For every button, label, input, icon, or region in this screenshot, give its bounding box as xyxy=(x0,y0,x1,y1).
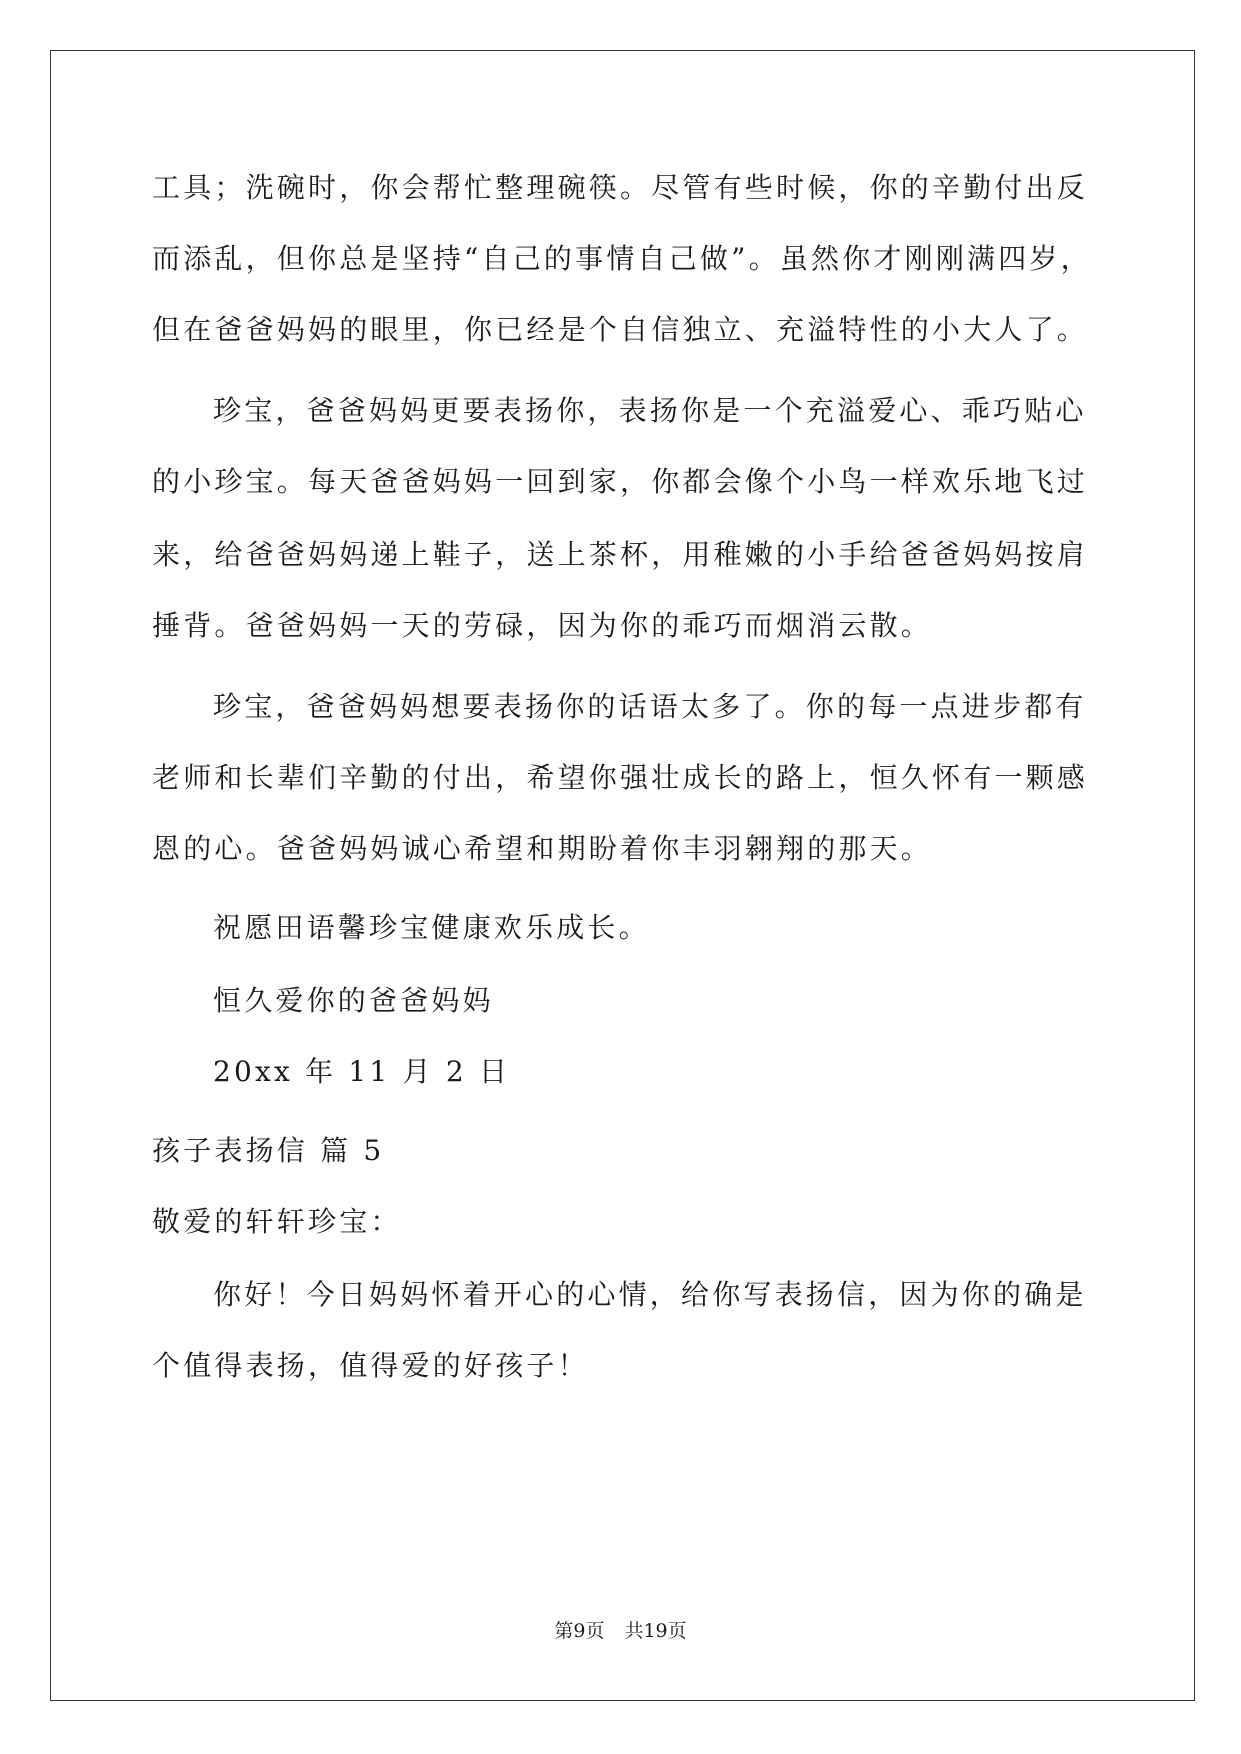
paragraph-start-line: 你好！今日妈妈怀着开心的心情，给你写表扬信，因为你的确是 xyxy=(213,1278,1087,1311)
page-border xyxy=(50,50,1195,1701)
text-line: 工具；洗碗时，你会帮忙整理碗筷。尽管有些时候，你的辛勤付出反 xyxy=(152,171,1089,204)
text-line: 个值得表扬，值得爱的好孩子！ xyxy=(152,1349,589,1382)
current-page-number: 第9页 xyxy=(554,1620,605,1642)
page-footer xyxy=(0,1619,1241,1643)
text-line: 捶背。爸爸妈妈一天的劳碌，因为你的乖巧而烟消云散。 xyxy=(152,609,933,642)
text-line: 恩的心。爸爸妈妈诚心希望和期盼着你丰羽翱翔的那天。 xyxy=(152,832,933,865)
text-line: 的小珍宝。每天爸爸妈妈一回到家，你都会像个小鸟一样欢乐地飞过 xyxy=(152,465,1089,498)
text-line: 但在爸爸妈妈的眼里，你已经是个自信独立、充溢特性的小大人了。 xyxy=(152,313,1089,346)
paragraph-start-line: 珍宝，爸爸妈妈想要表扬你的话语太多了。你的每一点进步都有 xyxy=(213,690,1087,723)
section-heading: 孩子表扬信 篇 5 xyxy=(152,1134,385,1167)
salutation: 敬爱的轩轩珍宝： xyxy=(152,1205,402,1238)
signature: 恒久爱你的爸爸妈妈 xyxy=(213,984,494,1017)
total-page-count: 共19页 xyxy=(624,1620,687,1642)
text-line: 老师和长辈们辛勤的付出，希望你强壮成长的路上，恒久怀有一颗感 xyxy=(152,761,1089,794)
text-line: 而添乱，但你总是坚持“自己的事情自己做”。虽然你才刚刚满四岁， xyxy=(152,242,1092,275)
text-line: 来，给爸爸妈妈递上鞋子，送上茶杯，用稚嫩的小手给爸爸妈妈按肩 xyxy=(152,538,1089,571)
paragraph-start-line: 珍宝，爸爸妈妈更要表扬你，表扬你是一个充溢爱心、乖巧贴心 xyxy=(213,394,1087,427)
letter-date: 20xx 年 11 月 2 日 xyxy=(213,1055,511,1088)
closing-wish: 祝愿田语馨珍宝健康欢乐成长。 xyxy=(213,911,650,944)
